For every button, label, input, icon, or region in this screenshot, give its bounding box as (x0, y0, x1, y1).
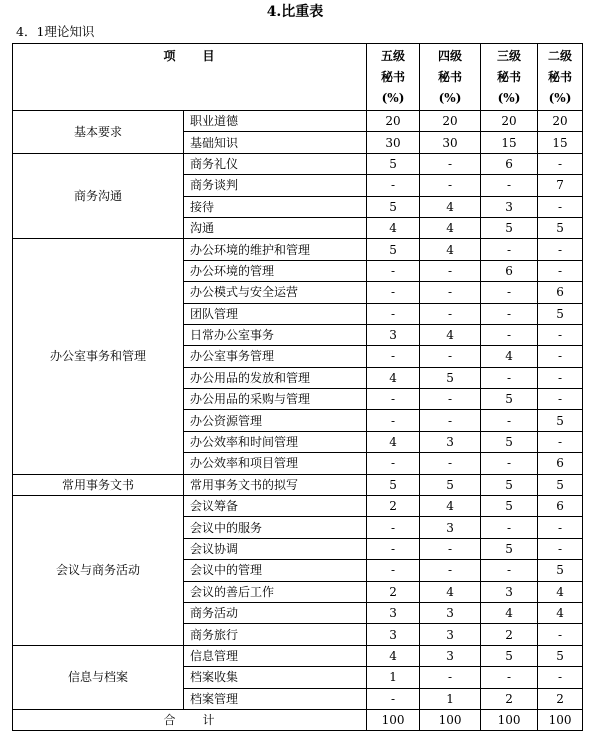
item-cell: 办公模式与安全运营 (184, 282, 367, 303)
value-cell: 5 (481, 389, 538, 410)
value-cell: - (481, 282, 538, 303)
table-header-row (13, 44, 583, 111)
value-cell: - (481, 324, 538, 345)
value-cell: - (538, 260, 583, 281)
item-cell: 办公环境的管理 (184, 260, 367, 281)
category-cell: 会议与商务活动 (13, 496, 184, 646)
category-cell: 常用事务文书 (13, 474, 184, 495)
value-cell: 3 (420, 517, 481, 538)
header-level-name: 三级 (497, 49, 522, 63)
value-cell: 4 (420, 581, 481, 602)
value-cell: 5 (481, 474, 538, 495)
value-cell: 5 (481, 217, 538, 238)
item-cell: 办公效率和时间管理 (184, 431, 367, 452)
value-cell: - (538, 538, 583, 559)
value-cell: 4 (538, 602, 583, 623)
item-cell: 职业道德 (184, 111, 367, 132)
item-cell: 会议筹备 (184, 496, 367, 517)
value-cell: 20 (367, 111, 420, 132)
value-cell: 3 (367, 602, 420, 623)
header-level-role: 秘书 (438, 70, 463, 84)
value-cell: - (367, 538, 420, 559)
value-cell: - (538, 667, 583, 688)
value-cell: - (538, 153, 583, 174)
value-cell: - (420, 260, 481, 281)
header-level-name: 五级 (381, 49, 406, 63)
value-cell: - (367, 560, 420, 581)
value-cell: 4 (367, 367, 420, 388)
value-cell: 4 (420, 217, 481, 238)
value-cell: - (420, 538, 481, 559)
value-cell: 5 (538, 303, 583, 324)
item-cell: 商务旅行 (184, 624, 367, 645)
value-cell: - (420, 667, 481, 688)
value-cell: - (481, 410, 538, 431)
value-cell: 4 (420, 239, 481, 260)
value-cell: - (538, 389, 583, 410)
item-cell: 信息管理 (184, 645, 367, 666)
item-cell: 团队管理 (184, 303, 367, 324)
value-cell: - (481, 453, 538, 474)
header-level-name: 四级 (438, 49, 463, 63)
value-cell: - (420, 303, 481, 324)
table-row (13, 496, 583, 517)
value-cell: 4 (420, 324, 481, 345)
header-level-5 (367, 44, 420, 111)
value-cell: 5 (367, 153, 420, 174)
total-value: 100 (420, 709, 481, 730)
value-cell: 5 (367, 474, 420, 495)
weight-table (12, 43, 583, 731)
item-cell: 办公资源管理 (184, 410, 367, 431)
value-cell: - (538, 431, 583, 452)
header-level-unit: (%) (497, 91, 521, 105)
value-cell: 3 (420, 431, 481, 452)
value-cell: 5 (481, 431, 538, 452)
value-cell: - (420, 153, 481, 174)
header-level-unit: (%) (548, 91, 572, 105)
total-value: 100 (538, 709, 583, 730)
value-cell: 6 (481, 153, 538, 174)
value-cell: - (538, 239, 583, 260)
item-cell: 会议中的服务 (184, 517, 367, 538)
value-cell: - (538, 367, 583, 388)
item-cell: 商务活动 (184, 602, 367, 623)
value-cell: - (367, 688, 420, 709)
value-cell: 5 (538, 560, 583, 581)
value-cell: 30 (367, 132, 420, 153)
value-cell: 4 (481, 346, 538, 367)
value-cell: - (420, 282, 481, 303)
value-cell: 15 (481, 132, 538, 153)
value-cell: 2 (481, 688, 538, 709)
value-cell: - (367, 453, 420, 474)
category-cell: 商务沟通 (13, 153, 184, 239)
value-cell: 6 (481, 260, 538, 281)
value-cell: 20 (481, 111, 538, 132)
value-cell: 6 (538, 453, 583, 474)
value-cell: 6 (538, 282, 583, 303)
header-level-4 (420, 44, 481, 111)
value-cell: - (420, 389, 481, 410)
total-value: 100 (481, 709, 538, 730)
header-level-3 (481, 44, 538, 111)
value-cell: - (367, 175, 420, 196)
value-cell: - (481, 367, 538, 388)
item-cell: 办公环境的维护和管理 (184, 239, 367, 260)
value-cell: 20 (538, 111, 583, 132)
value-cell: - (367, 410, 420, 431)
item-cell: 基础知识 (184, 132, 367, 153)
table-row (13, 239, 583, 260)
value-cell: - (481, 175, 538, 196)
value-cell: - (481, 560, 538, 581)
total-label: 合 计 (13, 709, 367, 730)
value-cell: 3 (420, 624, 481, 645)
item-cell: 会议中的管理 (184, 560, 367, 581)
value-cell: 5 (481, 645, 538, 666)
item-cell: 接待 (184, 196, 367, 217)
value-cell: 30 (420, 132, 481, 153)
item-cell: 常用事务文书的拟写 (184, 474, 367, 495)
value-cell: 5 (367, 239, 420, 260)
value-cell: 4 (367, 431, 420, 452)
value-cell: - (481, 667, 538, 688)
value-cell: 2 (481, 624, 538, 645)
table-row (13, 645, 583, 666)
header-level-role: 秘书 (548, 70, 573, 84)
value-cell: - (367, 517, 420, 538)
page-title: 4.比重表 (266, 4, 324, 20)
value-cell: - (420, 175, 481, 196)
value-cell: 2 (367, 496, 420, 517)
item-cell: 商务谈判 (184, 175, 367, 196)
value-cell: 2 (367, 581, 420, 602)
value-cell: 3 (481, 581, 538, 602)
item-cell: 档案收集 (184, 667, 367, 688)
item-cell: 办公用品的发放和管理 (184, 367, 367, 388)
value-cell: 5 (538, 410, 583, 431)
value-cell: 5 (367, 196, 420, 217)
table-body (13, 111, 583, 710)
value-cell: 5 (481, 496, 538, 517)
category-cell: 办公室事务和管理 (13, 239, 184, 474)
item-cell: 办公用品的采购与管理 (184, 389, 367, 410)
value-cell: - (538, 624, 583, 645)
header-level-name: 二级 (548, 49, 573, 63)
value-cell: - (420, 453, 481, 474)
value-cell: 3 (367, 324, 420, 345)
value-cell: 3 (420, 602, 481, 623)
total-value: 100 (367, 709, 420, 730)
value-cell: 3 (420, 645, 481, 666)
value-cell: 6 (538, 496, 583, 517)
value-cell: 5 (481, 538, 538, 559)
value-cell: 4 (367, 645, 420, 666)
value-cell: 3 (367, 624, 420, 645)
value-cell: - (420, 410, 481, 431)
item-cell: 办公效率和项目管理 (184, 453, 367, 474)
table-row (13, 111, 583, 132)
value-cell: - (420, 560, 481, 581)
value-cell: - (367, 260, 420, 281)
header-level-unit: (%) (381, 91, 405, 105)
item-cell: 沟通 (184, 217, 367, 238)
value-cell: - (367, 303, 420, 324)
value-cell: - (538, 346, 583, 367)
value-cell: 5 (420, 474, 481, 495)
item-cell: 日常办公室事务 (184, 324, 367, 345)
section-subtitle: 4．1理论知识 (16, 24, 95, 39)
value-cell: - (538, 196, 583, 217)
value-cell: 20 (420, 111, 481, 132)
item-cell: 会议的善后工作 (184, 581, 367, 602)
header-level-role: 秘书 (497, 70, 522, 84)
category-cell: 基本要求 (13, 111, 184, 154)
category-cell: 信息与档案 (13, 645, 184, 709)
value-cell: - (538, 324, 583, 345)
value-cell: 1 (420, 688, 481, 709)
value-cell: 4 (367, 217, 420, 238)
total-row (13, 709, 583, 730)
value-cell: - (367, 389, 420, 410)
header-level-role: 秘书 (381, 70, 406, 84)
value-cell: - (481, 239, 538, 260)
item-cell: 档案管理 (184, 688, 367, 709)
value-cell: 5 (538, 474, 583, 495)
value-cell: 5 (538, 645, 583, 666)
value-cell: 4 (420, 496, 481, 517)
value-cell: 4 (538, 581, 583, 602)
table-row (13, 153, 583, 174)
table-row (13, 474, 583, 495)
item-cell: 办公室事务管理 (184, 346, 367, 367)
item-cell: 会议协调 (184, 538, 367, 559)
header-item: 项 目 (13, 44, 367, 111)
value-cell: - (420, 346, 481, 367)
value-cell: - (538, 517, 583, 538)
value-cell: 15 (538, 132, 583, 153)
value-cell: 4 (420, 196, 481, 217)
header-level-2 (538, 44, 583, 111)
header-level-unit: (%) (438, 91, 462, 105)
value-cell: 2 (538, 688, 583, 709)
value-cell: 3 (481, 196, 538, 217)
value-cell: 5 (420, 367, 481, 388)
value-cell: 4 (481, 602, 538, 623)
value-cell: 5 (538, 217, 583, 238)
value-cell: - (367, 346, 420, 367)
value-cell: 7 (538, 175, 583, 196)
value-cell: - (367, 282, 420, 303)
value-cell: 1 (367, 667, 420, 688)
value-cell: - (481, 303, 538, 324)
item-cell: 商务礼仪 (184, 153, 367, 174)
value-cell: - (481, 517, 538, 538)
